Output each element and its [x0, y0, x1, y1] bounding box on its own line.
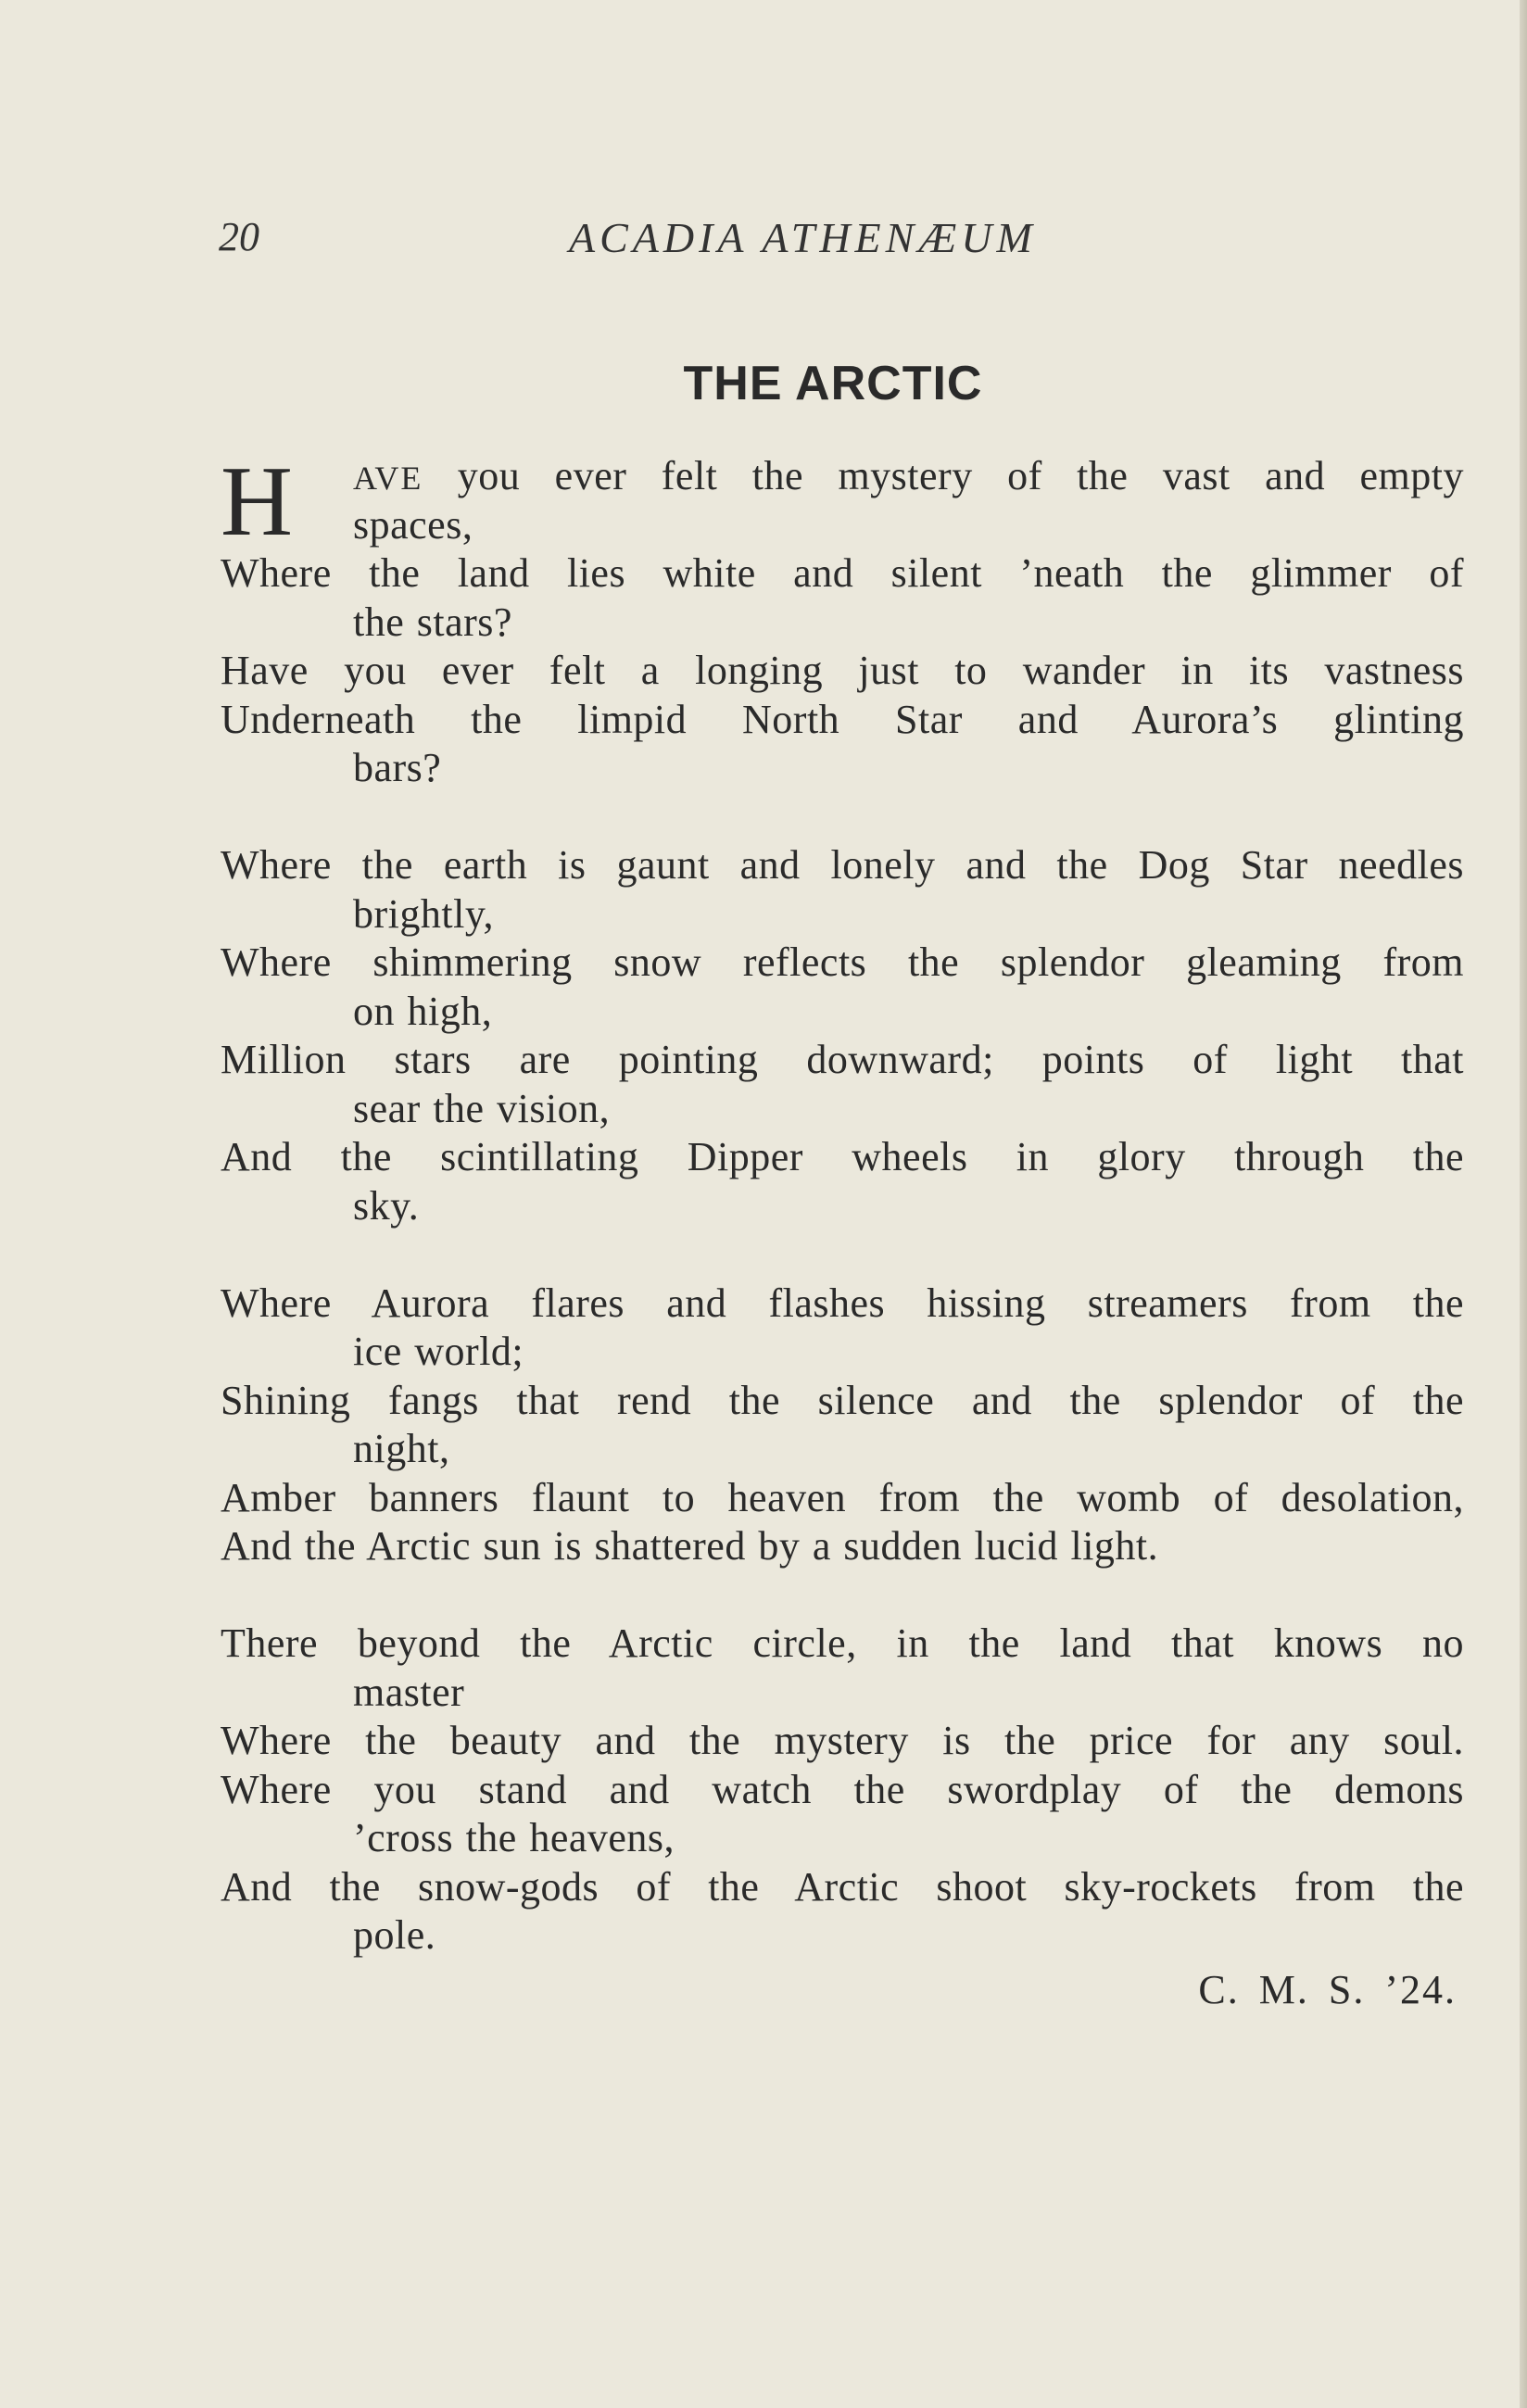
poem-line: Million stars are pointing downward; points of light that	[221, 1037, 1464, 1082]
poem-line: Where Aurora flares and flashes hissing streamers from the	[221, 1280, 1464, 1326]
poem-line: brightly,	[353, 890, 494, 937]
poem-line: Where you stand and watch the swordplay of the demons	[221, 1766, 1464, 1812]
drop-cap: H	[221, 447, 293, 557]
running-head	[219, 213, 1460, 269]
poem-line: pole.	[353, 1912, 436, 1958]
first-line-caps: AVE	[353, 460, 423, 497]
poem-title: THE ARCTIC	[683, 357, 983, 410]
poem-line: Where the earth is gaunt and lonely and the Dog Star needles	[221, 842, 1464, 888]
poem-line: bars?	[353, 745, 442, 790]
poem-line: spaces,	[353, 501, 473, 548]
poem-line: sky.	[353, 1182, 420, 1229]
poem-line: Underneath the limpid North Star and Aurora’s glinting	[221, 696, 1464, 742]
poem-line: Where the beauty and the mystery is the price for any soul.	[221, 1718, 1464, 1763]
poem-line: And the Arctic sun is shattered by a sudden lucid light.	[221, 1523, 1159, 1569]
first-line-rest: you ever felt the mystery of the vast and empty	[423, 453, 1464, 498]
poem-line: There beyond the Arctic circle, in the land that knows no	[221, 1620, 1464, 1666]
stanza-gap	[221, 793, 1464, 842]
journal-title: ACADIA ATHENÆUM	[569, 214, 1037, 261]
poem-line: Shining fangs that rend the silence and the splendor of the	[221, 1377, 1464, 1423]
poem-line: master	[353, 1669, 465, 1715]
poem-line: Have you ever felt a longing just to wander in its vastness	[221, 648, 1464, 693]
poem-line: ’cross the heavens,	[353, 1815, 675, 1860]
poem-line: And the scintillating Dipper wheels in glory through the	[221, 1134, 1464, 1179]
stanza-gap	[221, 1230, 1464, 1280]
author-signature: C. M. S. ’24.	[1198, 1967, 1457, 2012]
poem-line	[353, 452, 1464, 503]
poem-line: the stars?	[353, 599, 512, 645]
poem-line: sear the vision,	[353, 1085, 611, 1131]
first-line-block	[221, 447, 1464, 557]
poem-line: And the snow-gods of the Arctic shoot sky-rockets from the	[221, 1863, 1464, 1910]
poem-line: Where shimmering snow reflects the splendor gleaming from	[221, 939, 1464, 985]
poem-line: on high,	[353, 988, 493, 1034]
poem-line: Where the land lies white and silent ’neath the glimmer of	[221, 550, 1464, 596]
poem-line: Amber banners flaunt to heaven from the womb of desolation,	[221, 1474, 1464, 1520]
stanza-gap	[221, 1571, 1464, 1620]
stanzas-container	[221, 549, 1464, 1960]
poem-line: night,	[353, 1426, 450, 1471]
page-number: 20	[219, 214, 259, 259]
poem-body	[221, 447, 1464, 1960]
poem-line: ice world;	[353, 1329, 524, 1374]
